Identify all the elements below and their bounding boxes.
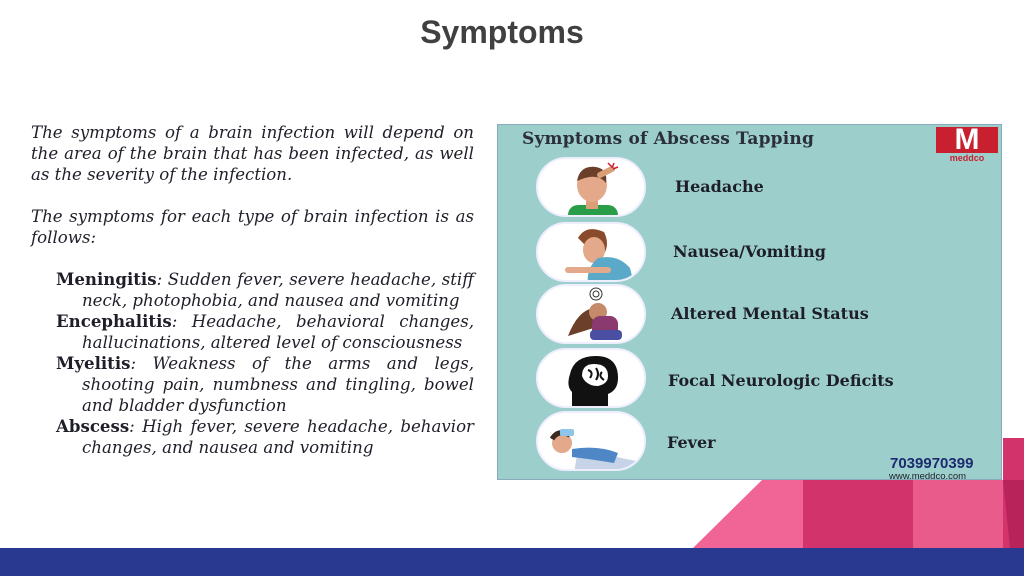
intro-paragraph-1: The symptoms of a brain infection will depend on the area of the brain that has been infected, as well as the severity of the infection. bbox=[31, 123, 474, 184]
bottom-bar bbox=[0, 548, 1024, 576]
term-encephalitis: Encephalitis bbox=[56, 311, 172, 331]
symptom-label-altered-mental-status: Altered Mental Status bbox=[671, 304, 869, 323]
infection-type-list bbox=[31, 269, 474, 458]
headache-illustration bbox=[536, 157, 646, 217]
logo-text: meddco bbox=[949, 153, 985, 163]
desc-encephalitis: : Headache, behavioral changes, hallucinations, altered level of consciousness bbox=[82, 312, 474, 352]
slide-title: Symptoms bbox=[420, 14, 584, 50]
term-abscess: Abscess bbox=[56, 416, 130, 436]
nausea-illustration bbox=[536, 222, 646, 282]
intro-paragraph-2: The symptoms for each type of brain infection is as follows: bbox=[31, 207, 474, 247]
infographic-title: Symptoms of Abscess Tapping bbox=[522, 129, 815, 149]
contact-website: www.meddco.com bbox=[889, 471, 967, 480]
fever-illustration bbox=[536, 411, 646, 471]
list-item-encephalitis bbox=[31, 311, 474, 353]
logo-letter: M bbox=[936, 127, 998, 153]
contact-phone: 7039970399 bbox=[890, 455, 974, 472]
meddco-logo bbox=[936, 124, 998, 165]
desc-meningitis: : Sudden fever, severe headache, stiff neck, photophobia, and nausea and vomiting bbox=[82, 270, 474, 310]
desc-abscess: : High fever, severe headache, behavior changes, and nausea and vomiting bbox=[82, 417, 474, 457]
list-item-abscess bbox=[31, 416, 474, 458]
symptom-label-focal-neurologic-deficits: Focal Neurologic Deficits bbox=[668, 371, 894, 390]
term-myelitis: Myelitis bbox=[56, 353, 131, 373]
symptom-label-nausea: Nausea/Vomiting bbox=[673, 242, 826, 261]
abscess-symptoms-infographic bbox=[497, 124, 1002, 480]
desc-myelitis: : Weakness of the arms and legs, shooting pain, numbness and tingling, bowel and bladder dysfunction bbox=[82, 354, 474, 415]
altered-mental-status-illustration bbox=[536, 284, 646, 344]
symptom-label-fever: Fever bbox=[667, 433, 716, 452]
list-item-meningitis bbox=[31, 269, 474, 311]
slide-body-text bbox=[31, 122, 474, 458]
symptom-label-headache: Headache bbox=[675, 177, 764, 196]
list-item-myelitis bbox=[31, 353, 474, 416]
term-meningitis: Meningitis bbox=[56, 269, 157, 289]
focal-neurologic-deficits-illustration bbox=[536, 348, 646, 408]
